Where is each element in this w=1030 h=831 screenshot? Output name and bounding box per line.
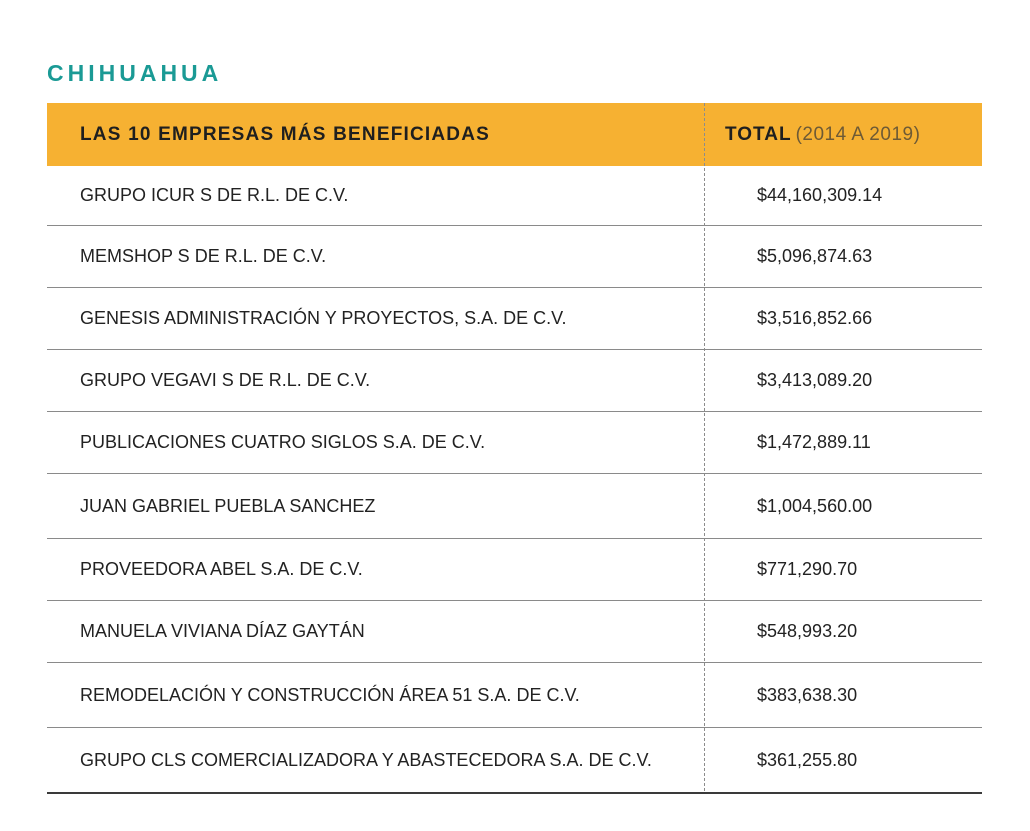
total-amount-cell: $361,255.80 [757,749,858,770]
table-row [47,166,982,226]
total-amount-cell: $383,638.30 [757,684,858,705]
company-name-cell: MANUELA VIVIANA DÍAZ GAYTÁN [80,621,365,641]
table-row [47,474,982,539]
company-name-cell: GENESIS ADMINISTRACIÓN Y PROYECTOS, S.A. DE C.V. [80,308,567,328]
company-name-cell: GRUPO CLS COMERCIALIZADORA Y ABASTECEDORA S.A. DE C.V. [80,749,652,770]
table-row [47,663,982,728]
total-amount-cell: $1,004,560.00 [757,495,873,516]
company-name-cell: JUAN GABRIEL PUEBLA SANCHEZ [80,495,376,516]
total-amount-cell: $3,516,852.66 [757,308,873,328]
total-amount-cell: $771,290.70 [757,559,858,579]
company-name-cell: REMODELACIÓN Y CONSTRUCCIÓN ÁREA 51 S.A. DE C.V. [80,684,580,705]
header-total [725,103,920,166]
table-row [47,288,982,350]
table-row [47,601,982,663]
total-amount-cell: $44,160,309.14 [757,185,883,205]
table-header [47,103,982,166]
table-row [47,226,982,288]
company-name-cell: GRUPO VEGAVI S DE R.L. DE C.V. [80,370,371,390]
companies-table [47,103,982,794]
header-company-label: LAS 10 EMPRESAS MÁS BENEFICIADAS [80,124,491,145]
header-total-period: (2014 A 2019) [795,124,921,145]
region-title: CHIHUAHUA [47,60,223,86]
table-row [47,539,982,601]
total-amount-cell: $548,993.20 [757,621,858,641]
company-name-cell: GRUPO ICUR S DE R.L. DE C.V. [80,185,349,205]
header-total-label: TOTAL [725,124,792,145]
column-divider [704,103,705,791]
total-amount-cell: $1,472,889.11 [757,432,871,452]
company-name-cell: PUBLICACIONES CUATRO SIGLOS S.A. DE C.V. [80,432,486,452]
company-name-cell: MEMSHOP S DE R.L. DE C.V. [80,246,327,266]
table-body [47,166,982,794]
table-row [47,412,982,474]
total-amount-cell: $3,413,089.20 [757,370,873,390]
table-row [47,728,982,794]
table-row [47,350,982,412]
company-name-cell: PROVEEDORA ABEL S.A. DE C.V. [80,559,363,579]
total-amount-cell: $5,096,874.63 [757,246,873,266]
